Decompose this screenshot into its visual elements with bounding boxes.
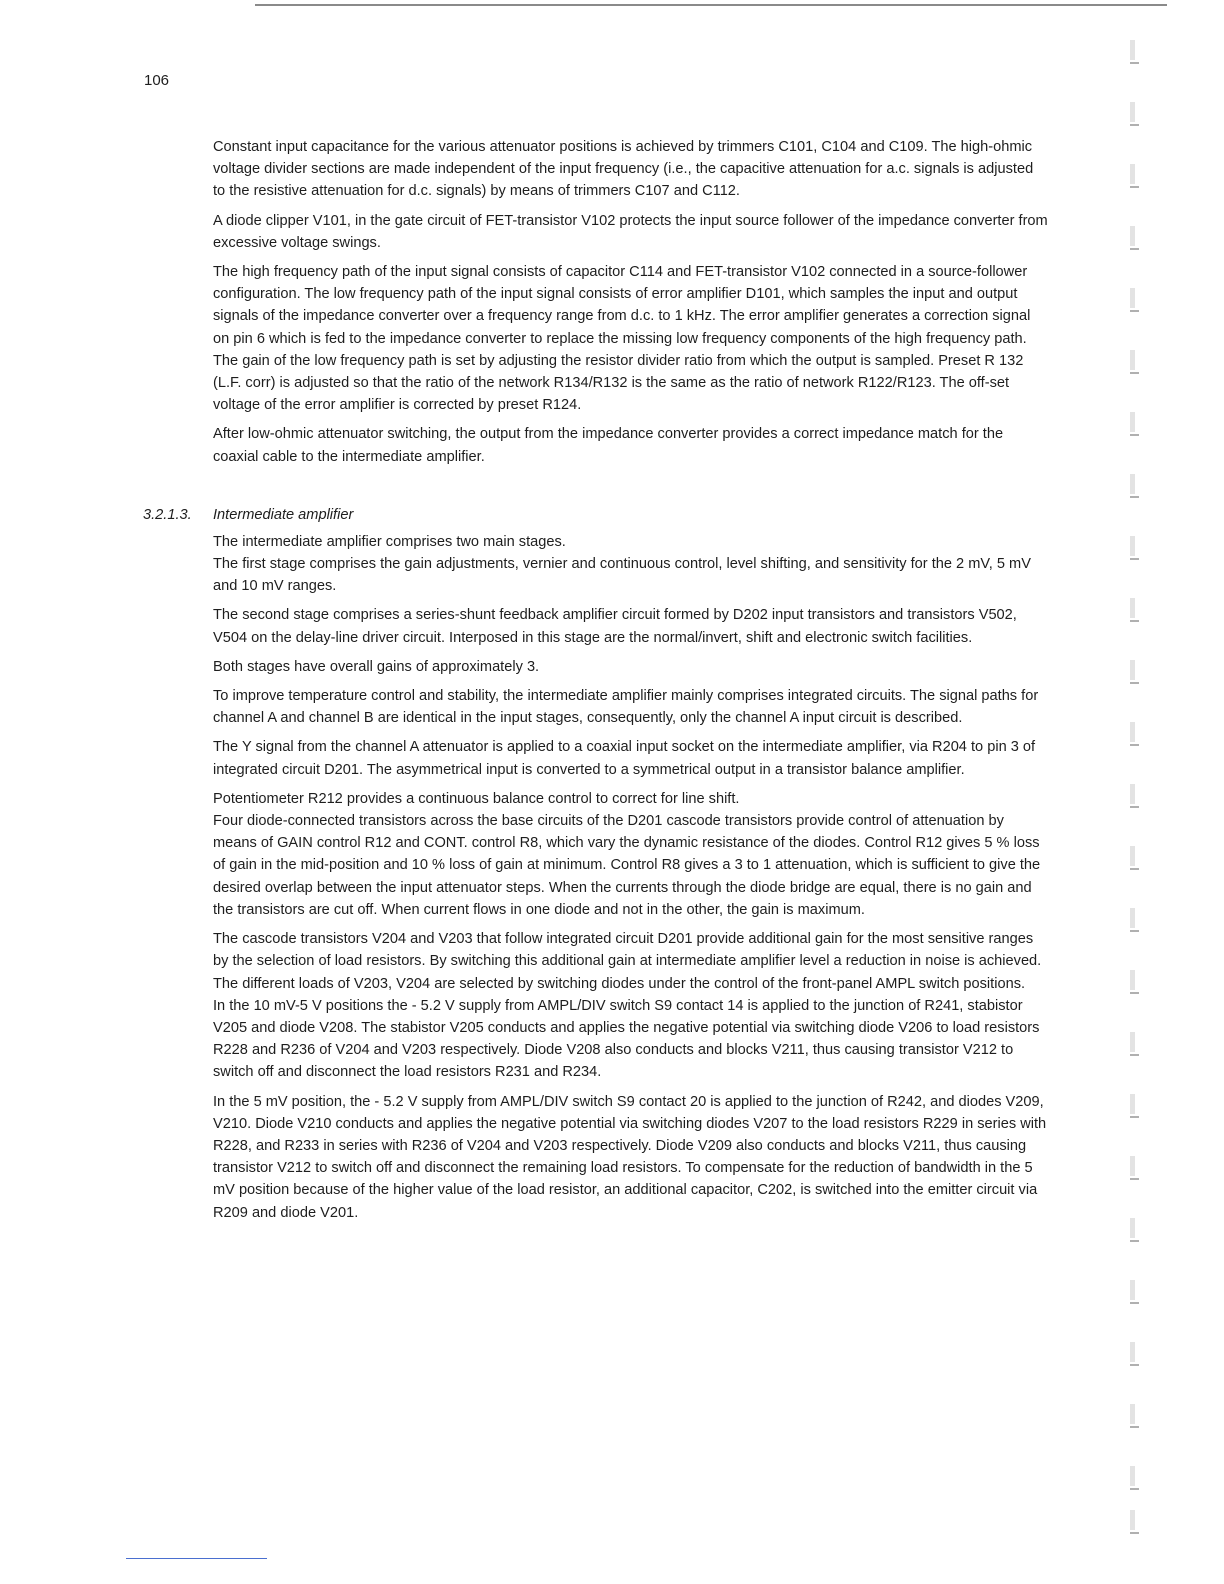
paragraph-trimmers: Constant input capacitance for the various attenuator positions is achieved by trimmers C101, C104 and C109. The high-ohmic voltage divider sections are made independent of the input frequency (i.e., the capacitive attenuation for a.c. signals is adjusted to the resistive attenuation for d.c. signals) by means of trimmers C107 and C112. <box>213 139 1034 200</box>
edge-mark <box>1124 1156 1146 1182</box>
edge-mark <box>1124 784 1146 810</box>
edge-mark <box>1124 102 1146 128</box>
edge-mark <box>1124 288 1146 314</box>
edge-mark <box>1124 660 1146 686</box>
edge-mark <box>1124 226 1146 252</box>
footnote-rule <box>126 1558 267 1559</box>
paragraph-overall-gain: Both stages have overall gains of approximately 3. <box>213 658 540 675</box>
paragraph-diode-attenuation: Four diode-connected transistors across the base circuits of the D201 cascode transistors provide control of attenuation by means of GAIN control R12 and CONT. control R8, which vary the dynamic resistance of the diodes. Control R12 gives 5 % loss of gain in the mid-position and 10 % loss of gain at minimum. Control R8 gives a 3 to 1 attenuation, which is sufficient to give the desired overlap between the input attenuator steps. When the currents through the diode bridge are equal, there is no gain and the transistors are cut off. When current flows in one diode and not in the other, the gain is maximum. <box>213 813 1041 918</box>
edge-mark <box>1124 1218 1146 1244</box>
edge-mark <box>1124 412 1146 438</box>
paragraph-second-stage: The second stage comprises a series-shunt feedback amplifier circuit formed by D202 input transistors and transistors V502, V504 on the delay-line driver circuit. Interposed in this stage are the normal/invert, shift and electronic switch facilities. <box>213 607 1017 646</box>
paragraph-integrated-circuits: To improve temperature control and stability, the intermediate amplifier mainly comprises integrated circuits. The signal paths for channel A and channel B are identical in the input stages, consequently, only the channel A input circuit is described. <box>213 688 1039 727</box>
edge-mark <box>1124 1466 1146 1492</box>
paragraph-5mv-position: In the 5 mV position, the - 5.2 V supply from AMPL/DIV switch S9 contact 20 is applied to the junction of R242, and diodes V209, V210. Diode V210 conducts and applies the negative potential via switching diodes V207 to the load resistors R229 in series with R228, and R233 in series with R236 of V204 and V203 respectively. Diode V209 also conducts and blocks V211, thus causing transistor V212 to switch off and disconnect the remaining load resistors. To compensate for the reduction of bandwidth in the 5 mV position because of the higher value of the load resistor, an additional capacitor, C202, is switched into the emitter circuit via R209 and diode V201. <box>213 1093 1047 1221</box>
edge-mark <box>1124 970 1146 996</box>
edge-mark <box>1124 1280 1146 1306</box>
edge-mark <box>1124 1032 1146 1058</box>
page-body <box>143 136 1048 1231</box>
edge-mark <box>1124 908 1146 934</box>
binding-edge-marks <box>1124 40 1146 1540</box>
edge-mark <box>1124 1342 1146 1368</box>
top-rule <box>255 4 1167 6</box>
paragraph-diode-clipper: A diode clipper V101, in the gate circuit of FET-transistor V102 protects the input source follower of the impedance converter from excessive voltage swings. <box>213 212 1048 251</box>
paragraph-first-stage: The first stage comprises the gain adjustments, vernier and continuous control, level shifting, and sensitivity for the 2 mV, 5 mV and 10 mV ranges. <box>213 556 1031 595</box>
paragraph-load-selection: The different loads of V203, V204 are selected by switching diodes under the control of the front-panel AMPL switch positions. <box>213 975 1026 992</box>
paragraph-y-signal: The Y signal from the channel A attenuator is applied to a coaxial input socket on the intermediate amplifier, via R204 to pin 3 of integrated circuit D201. The asymmetrical input is converted to a symmetrical output in a transistor balance amplifier. <box>213 739 1036 778</box>
edge-mark <box>1124 1094 1146 1120</box>
edge-mark <box>1124 40 1146 66</box>
paragraph-balance-control: Potentiometer R212 provides a continuous balance control to correct for line shift. <box>213 790 740 807</box>
edge-mark <box>1124 1510 1146 1536</box>
edge-mark <box>1124 350 1146 376</box>
paragraph-frequency-paths: The high frequency path of the input signal consists of capacitor C114 and FET-transistor V102 connected in a source-follower configuration. The low frequency path of the input signal consists of error amplifier D101, which samples the input and output signals of the impedance converter over a frequency range from d.c. to 1 kHz. The error amplifier generates a correction signal on pin 6 which is fed to the impedance converter to replace the missing low frequency components of the high frequency path. <box>213 264 1031 347</box>
paragraph-low-frequency-gain: The gain of the low frequency path is set by adjusting the resistor divider ratio from which the output is sampled. Preset R 132 (L.F. corr) is adjusted so that the ratio of the network R134/R132 is the same as the ratio of network R122/R123. The off-set voltage of the error amplifier is corrected by preset R124. <box>213 352 1024 414</box>
page-number: 106 <box>144 72 170 89</box>
paragraph-attenuator-switching: After low-ohmic attenuator switching, the output from the impedance converter provides a correct impedance match for the coaxial cable to the intermediate amplifier. <box>213 426 1004 465</box>
edge-mark <box>1124 1404 1146 1430</box>
paragraph-two-stages: The intermediate amplifier comprises two main stages. <box>213 533 566 550</box>
edge-mark <box>1124 722 1146 748</box>
paragraph-cascode-transistors: The cascode transistors V204 and V203 that follow integrated circuit D201 provide additional gain for the most sensitive ranges by the selection of load resistors. By switching this additional gain at intermediate amplifier level a reduction in noise is achieved. <box>213 931 1042 970</box>
edge-mark <box>1124 846 1146 872</box>
edge-mark <box>1124 164 1146 190</box>
edge-mark <box>1124 536 1146 562</box>
section-number: 3.2.1.3. <box>143 506 192 523</box>
edge-mark <box>1124 598 1146 624</box>
section-title: Intermediate amplifier <box>213 506 354 523</box>
paragraph-10mv-positions: In the 10 mV-5 V positions the - 5.2 V supply from AMPL/DIV switch S9 contact 14 is applied to the junction of R241, stabistor V205 and diode V208. The stabistor V205 conducts and applies the negative potential via switching diode V206 to load resistors R228 and R236 of V204 and V203 respectively. Diode V208 also conducts and blocks V211, thus causing transistor V212 to switch off and disconnect the load resistors R231 and R234. <box>213 997 1040 1081</box>
edge-mark <box>1124 474 1146 500</box>
section-heading <box>143 504 1048 526</box>
